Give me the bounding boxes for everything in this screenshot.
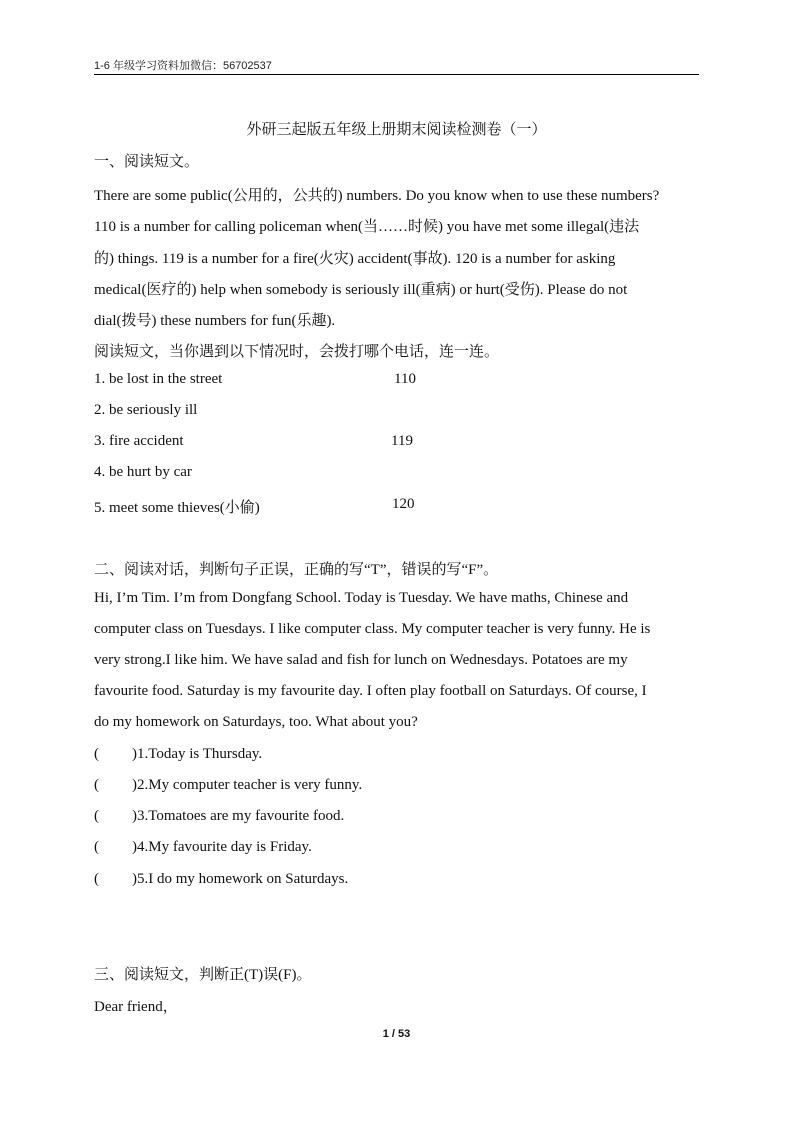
- section1-passage-line: medical(医疗的) help when somebody is seriously ill(重病) or hurt(受伤). Please do not: [94, 282, 628, 298]
- question-text: )4.My favourite day is Friday.: [132, 839, 312, 855]
- section2-passage-line: do my homework on Saturdays, too. What about you?: [94, 714, 418, 730]
- answer-blank-open: (: [94, 777, 99, 793]
- match-item-label: 3. fire accident: [94, 433, 184, 449]
- question-text: )3.Tomatoes are my favourite food.: [132, 808, 345, 824]
- question-text: )2.My computer teacher is very funny.: [132, 777, 363, 793]
- phone-number-120: 120: [392, 496, 415, 512]
- phone-number-119: 119: [391, 433, 413, 449]
- question-text: )1.Today is Thursday.: [132, 746, 263, 762]
- answer-blank-open: (: [94, 871, 99, 887]
- section2-passage-line: very strong.I like him. We have salad and fish for lunch on Wednesdays. Potatoes are my: [94, 652, 628, 668]
- section2-heading: 二、阅读对话，判断句子正误，正确的写“T”，错误的写“F”。: [94, 562, 499, 578]
- question-text: )5.I do my homework on Saturdays.: [132, 871, 349, 887]
- match-item-label: 2. be seriously ill: [94, 402, 198, 418]
- match-item-label: 1. be lost in the street: [94, 371, 223, 387]
- document-title: 外研三起版五年级上册期末阅读检测卷（一）: [246, 122, 547, 138]
- judgement-question: [94, 746, 704, 763]
- header-divider: [94, 74, 699, 75]
- section3-heading: 三、阅读短文，判断正(T)误(F)。: [94, 967, 312, 983]
- page-header: 1-6 年级学习资料加微信：56702537: [94, 60, 272, 72]
- section1-instruction: 阅读短文，当你遇到以下情况时，会拨打哪个电话，连一连。: [94, 344, 500, 360]
- section1-passage-line: There are some public(公用的，公共的) numbers. Do you know when to use these numbers?: [94, 188, 660, 204]
- judgement-question: [94, 808, 704, 825]
- section2-passage-line: Hi, I’m Tim. I’m from Dongfang School. Today is Tuesday. We have maths, Chinese and: [94, 590, 629, 606]
- judgement-question: [94, 777, 704, 794]
- match-item: [94, 402, 704, 419]
- phone-number-110: 110: [394, 371, 416, 387]
- match-item: [94, 371, 704, 388]
- section1-passage-line: 的) things. 119 is a number for a fire(火灾) accident(事故). 120 is a number for asking: [94, 251, 616, 267]
- judgement-question: [94, 839, 704, 856]
- match-item: [94, 496, 704, 517]
- section1-passage-line: 110 is a number for calling policeman when(当……时候) you have met some illegal(违法: [94, 219, 640, 235]
- section1-heading: 一、阅读短文。: [94, 154, 200, 170]
- page-number: 1 / 53: [382, 1028, 411, 1040]
- match-item: [94, 464, 704, 481]
- judgement-question: [94, 871, 704, 888]
- section3-greeting: Dear friend，: [94, 999, 178, 1015]
- section2-passage-line: computer class on Tuesdays. I like computer class. My computer teacher is very funny. He is: [94, 621, 651, 637]
- match-item-label: 4. be hurt by car: [94, 464, 192, 480]
- answer-blank-open: (: [94, 839, 99, 855]
- answer-blank-open: (: [94, 808, 99, 824]
- section2-passage-line: favourite food. Saturday is my favourite day. I often play football on Saturdays. Of course, I: [94, 683, 647, 699]
- match-item: [94, 433, 704, 450]
- answer-blank-open: (: [94, 746, 99, 762]
- match-item-label: 5. meet some thieves(小偷): [94, 500, 260, 516]
- section1-passage-line: dial(拨号) these numbers for fun(乐趣).: [94, 313, 336, 329]
